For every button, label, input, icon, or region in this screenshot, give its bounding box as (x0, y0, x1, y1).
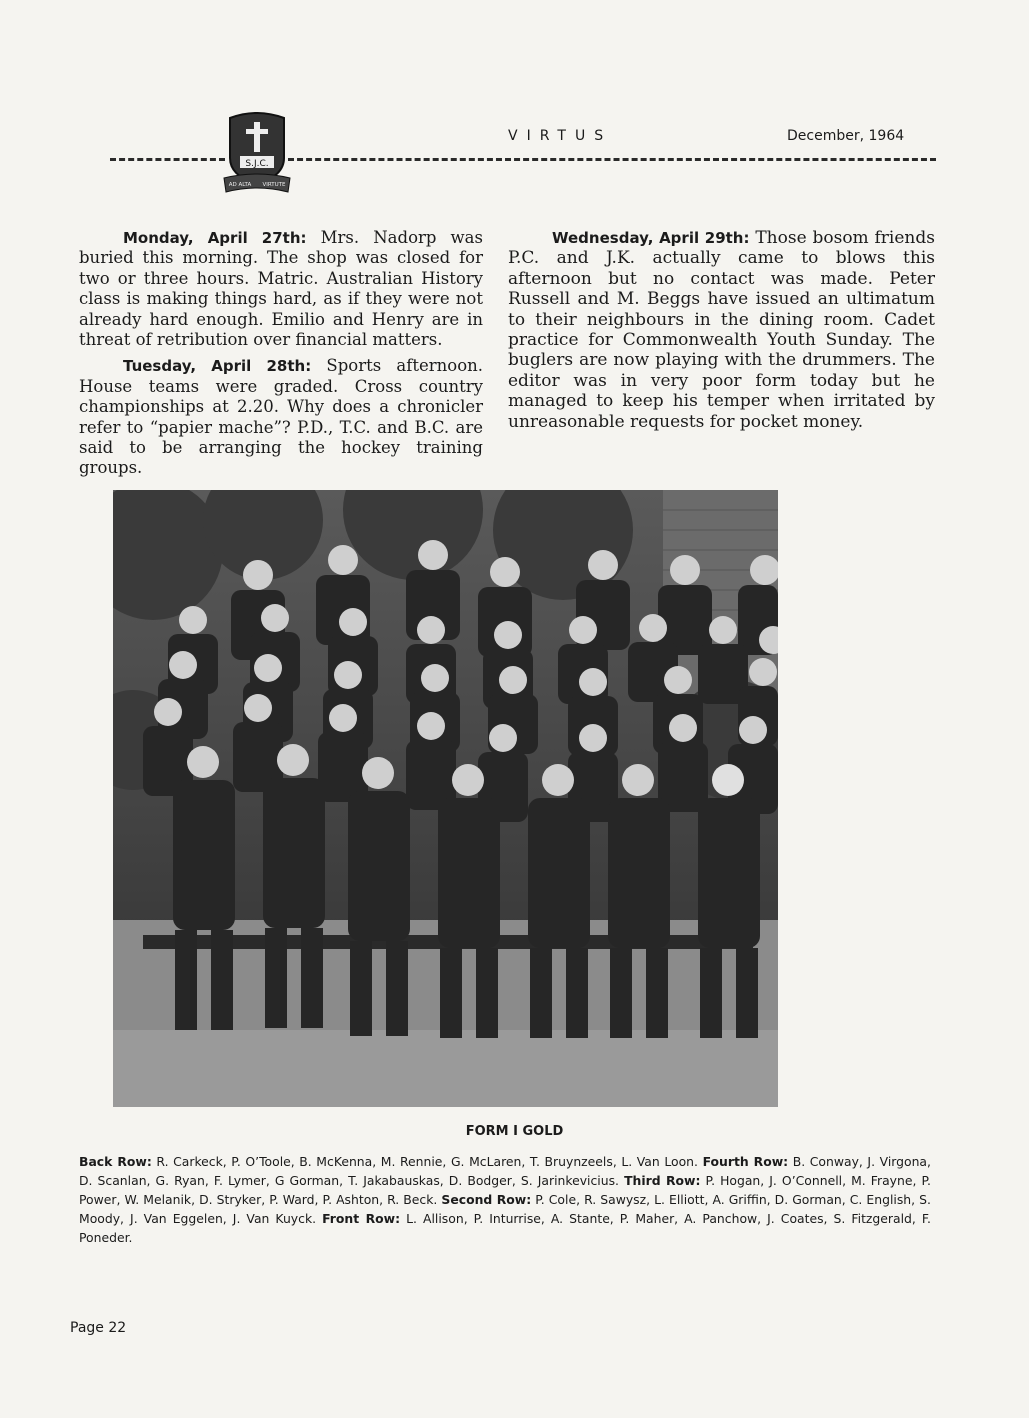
header-rule-left (110, 158, 225, 161)
row-names: L. Allison, P. Inturrise, A. Stante, P. Maher, A. Panchow, J. Coates, S. Fitzgerald, F. Poneder. (79, 1211, 931, 1245)
class-photograph (113, 490, 778, 1107)
crest-motto-left: AD ALTA (228, 182, 252, 188)
crest-motto-right: VIRTUTE (262, 182, 286, 188)
row-label: Second Row: (441, 1192, 532, 1207)
diary-entry-text: Mrs. Nadorp was buried this morning. The shop was closed for two or three hours. Matric. Australian History class is making things hard, as if they were not already hard enough. Emilio and Henry are in threat of retribution over financial matters. (79, 228, 483, 350)
photo-caption-names (79, 1152, 931, 1247)
diary-entry-text: Those bosom friends P.C. and J.K. actually came to blows this afternoon but no contact was made. Peter Russell and M. Beggs have issued an ultimatum to their neighbours in the dining room. Cadet practice for Commonwealth Youth Sunday. The buglers are now playing with the drummers. The editor was in very poor form today but he managed to keep his temper when irritated by unreasonable requests for pocket money. (508, 228, 935, 432)
diary-entry-text: Sports afternoon. House teams were graded. Cross country championships at 2.20. Why does a chronicler refer to “papier mache”? P.D., T.C. and B.C. are said to be arranging the hockey training groups. (79, 356, 484, 478)
diary-entry-day: Wednesday, April 29th: (552, 229, 750, 247)
diary-entry (79, 228, 483, 350)
diary-column-left (79, 228, 483, 485)
crest-initials: S.J.C. (245, 159, 269, 169)
row-label: Third Row: (624, 1173, 701, 1188)
diary-column-right (508, 228, 935, 438)
row-names: P. Cole, R. Sawysz, L. Elliott, A. Griffin, D. Gorman, C. English, S. Moody, J. Van Eggelen, J. Van Kuyck. (79, 1192, 931, 1226)
row-label: Front Row: (322, 1211, 401, 1226)
issue-date: December, 1964 (787, 128, 905, 144)
school-crest-icon (222, 112, 292, 194)
row-label: Fourth Row: (702, 1154, 789, 1169)
diary-entry-day: Monday, April 27th: (123, 229, 307, 247)
row-label: Back Row: (79, 1154, 152, 1169)
header-rule-right (288, 158, 936, 161)
magazine-title: VIRTUS (508, 128, 613, 144)
row-names: R. Carkeck, P. O’Toole, B. McKenna, M. Rennie, G. McLaren, T. Bruynzeels, L. Van Loon. (156, 1154, 698, 1169)
photo-caption-title: FORM I GOLD (465, 1124, 564, 1139)
page-header (0, 0, 1029, 200)
page-number: Page 22 (70, 1320, 127, 1336)
diary-entry-day: Tuesday, April 28th: (123, 357, 312, 376)
diary-entry (508, 228, 935, 432)
row-names: P. Hogan, J. O’Connell, M. Frayne, P. Power, W. Melanik, D. Stryker, P. Ward, P. Ashton, R. Beck. (79, 1173, 931, 1207)
row-names: B. Conway, J. Virgona, D. Scanlan, G. Ryan, F. Lymer, G Gorman, T. Jakabauskas, D. Bodger, S. Jarinkevicius. (79, 1154, 931, 1188)
diary-entry (79, 356, 483, 478)
